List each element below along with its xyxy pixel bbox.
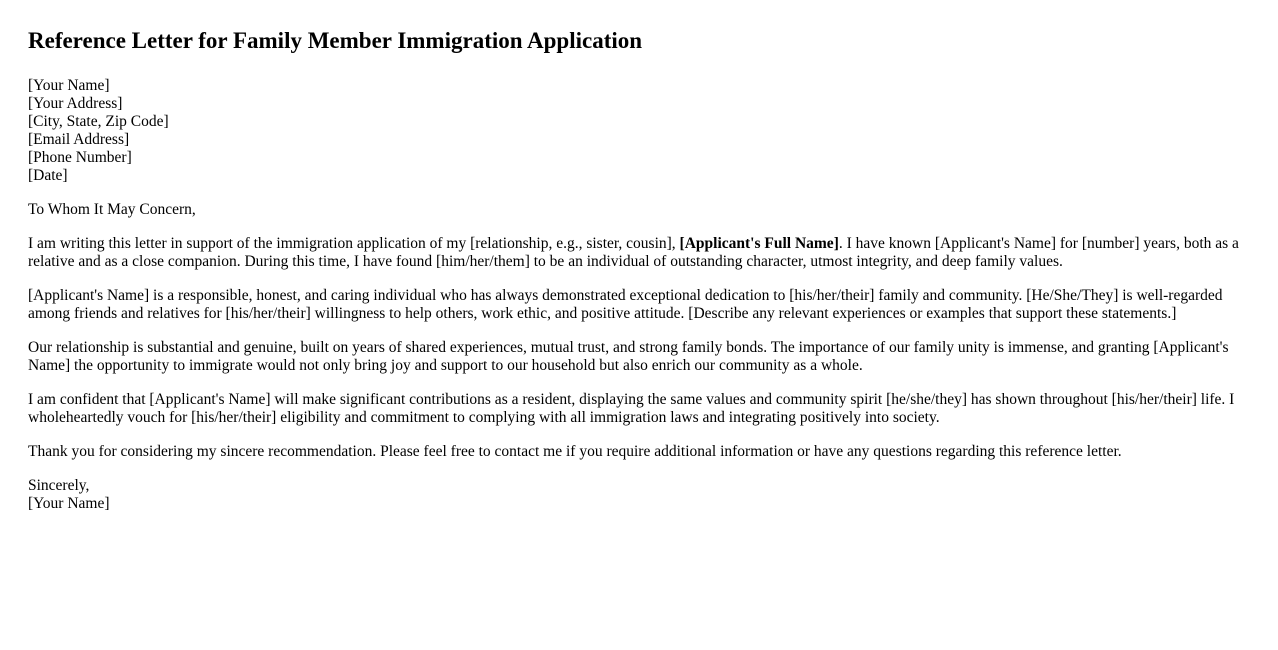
closing: Sincerely, [28, 477, 90, 494]
sender-address: [Your Address] [28, 95, 123, 112]
paragraph-introduction [28, 235, 1250, 271]
page-title: Reference Letter for Family Member Immigration Application [28, 28, 643, 53]
signature-name: [Your Name] [28, 495, 110, 512]
sender-phone: [Phone Number] [28, 149, 132, 166]
applicant-full-name: [Applicant's Full Name] [679, 235, 839, 252]
sender-address-block [28, 77, 1250, 185]
sender-email: [Email Address] [28, 131, 130, 148]
paragraph-introduction-end: . I have known [Applicant's Name] for [number] years, both as a relative and as a close companion. During this time, I have found [him/her/them] to be an individual of outstanding character, utmost integrity, and deep family values. [28, 235, 1239, 270]
paragraph-relationship: Our relationship is substantial and genuine, built on years of shared experiences, mutual trust, and strong family bonds. The importance of our family unity is immense, and granting [Applicant's Name] the opportunity to immigrate would not only bring joy and support to our household but also enrich our community as a whole. [28, 339, 1229, 374]
sender-city-state-zip: [City, State, Zip Code] [28, 113, 169, 130]
signature-block [28, 477, 1250, 513]
letter-date: [Date] [28, 167, 68, 184]
paragraph-character: [Applicant's Name] is a responsible, honest, and caring individual who has always demonstrated exceptional dedication to [his/her/their] family and community. [He/She/They] is well-regarded among friends and relatives for [his/her/their] willingness to help others, work ethic, and positive attitude. [Describe any relevant experiences or examples that support these statements.] [28, 287, 1223, 322]
paragraph-contributions: I am confident that [Applicant's Name] will make significant contributions as a resident, displaying the same values and community spirit [he/she/they] has shown throughout [his/her/their] life. I wholeheartedly vouch for [his/her/their] eligibility and commitment to complying with all immigration laws and integrating positively into society. [28, 391, 1235, 426]
salutation: To Whom It May Concern, [28, 201, 196, 218]
paragraph-thanks: Thank you for considering my sincere recommendation. Please feel free to contact me if you require additional information or have any questions regarding this reference letter. [28, 443, 1122, 460]
paragraph-introduction-start: I am writing this letter in support of the immigration application of my [relationship, e.g., sister, cousin], [28, 235, 680, 252]
sender-name: [Your Name] [28, 77, 110, 94]
